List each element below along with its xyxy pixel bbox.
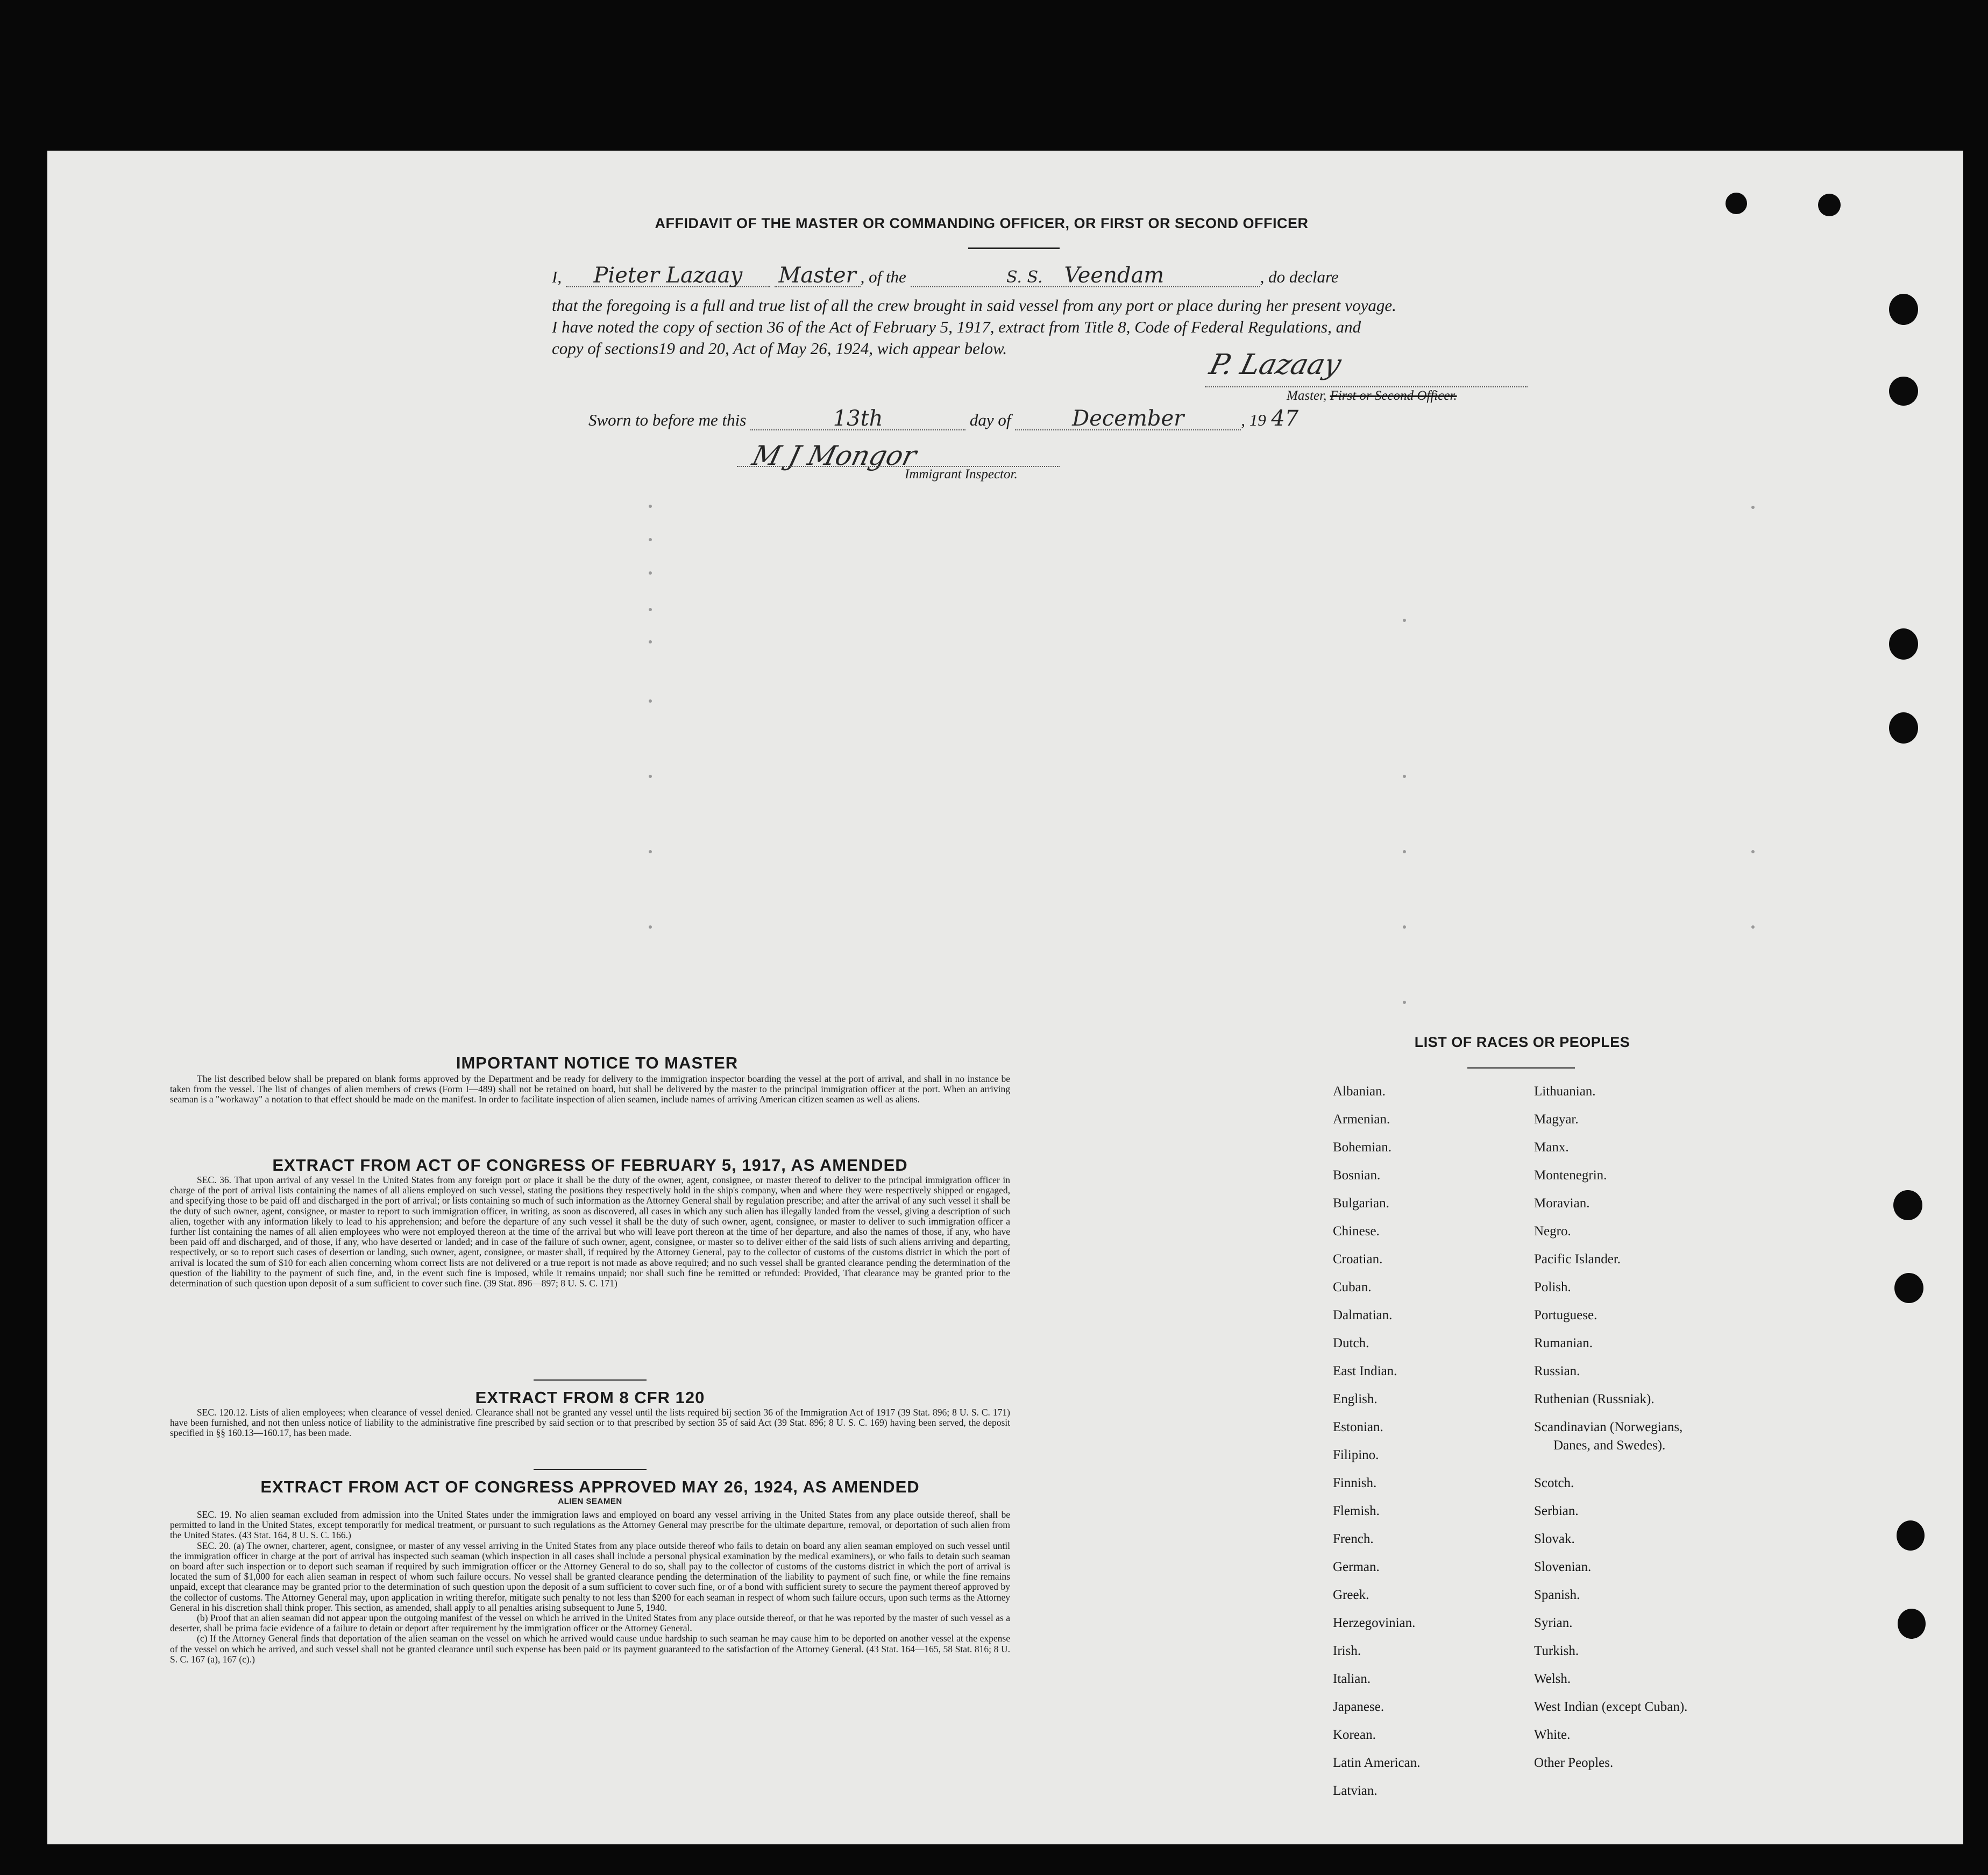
race-item: Polish. — [1534, 1280, 1571, 1294]
affidavit-line-1 — [552, 265, 1339, 287]
day-field: 13th — [750, 408, 965, 430]
race-item: Scotch. — [1534, 1476, 1574, 1490]
race-item: Moravian. — [1534, 1196, 1590, 1211]
race-item: Italian. — [1333, 1672, 1371, 1686]
ink-dot — [649, 505, 652, 508]
vessel-name: Veendam — [1064, 263, 1165, 288]
race-item: Japanese. — [1333, 1700, 1384, 1714]
master-title-field: Master — [775, 265, 861, 287]
heading-rule — [968, 247, 1060, 249]
bleed-through-text — [377, 178, 380, 194]
race-item: Lithuanian. — [1534, 1084, 1596, 1099]
race-item: West Indian (except Cuban). — [1534, 1700, 1688, 1714]
race-item: Korean. — [1333, 1728, 1376, 1742]
struck-officer-label: First or Second Officer. — [1330, 388, 1457, 403]
race-item: Russian. — [1534, 1364, 1580, 1378]
race-item: Rumanian. — [1534, 1336, 1593, 1350]
ink-dot — [1403, 1001, 1406, 1004]
day-of-label: day of — [969, 411, 1011, 429]
race-item: Dalmatian. — [1333, 1308, 1393, 1322]
affidavit-line-3: I have noted the copy of section 36 of the Act of February 5, 1917, extract from Title 8, Code of Federal Regulations, and — [552, 317, 1361, 336]
master-name-field: Pieter Lazaay — [566, 265, 770, 287]
ink-dot — [1403, 775, 1406, 778]
month-field: December — [1015, 408, 1241, 430]
year-prefix: , 19 — [1241, 411, 1266, 429]
race-item: Bulgarian. — [1333, 1196, 1389, 1211]
master-label: Master, — [1287, 388, 1327, 403]
punch-hole — [1818, 194, 1841, 216]
punch-hole — [1889, 294, 1918, 325]
year-field: 47 — [1271, 406, 1299, 431]
race-item: Bosnian. — [1333, 1168, 1381, 1183]
sec-20b-text: (b) Proof that an alien seaman did not appear upon the outgoing manifest of the vessel on which he arrived in the United States from any place outside thereof, or that he was reported by the master of such vessel as a deserter, shall be prima facie evidence of a failure to detain or deport after requirement by the immigration officer or the Attorney General. — [170, 1612, 1010, 1634]
race-item: Flemish. — [1333, 1504, 1380, 1518]
punch-hole — [1889, 628, 1918, 660]
affidavit-line-2: that the foregoing is a full and true list of all the crew brought in said vessel from any port or place during her present voyage. — [552, 296, 1396, 315]
ink-dot — [1751, 925, 1755, 929]
race-item: White. — [1534, 1728, 1571, 1742]
sec-20c-text: (c) If the Attorney General finds that deportation of the alien seaman on the vessel on which he arrived would cause undue hardship to such seaman he may cause him to be deported on another vessel at the expense of the vessel on which he arrived, and such vessel shall not be granted clearance until such expense has been paid or its payment guaranteed to the satisfaction of the Attorney General. (43 Stat. 164—165, 58 Stat. 816; 8 U. S. C. 167 (a), 167 (c).) — [170, 1633, 1010, 1665]
race-item: Negro. — [1534, 1224, 1571, 1239]
signature-caption — [1287, 388, 1457, 404]
notice-title: IMPORTANT NOTICE TO MASTER — [456, 1053, 739, 1072]
sec-20a-text: SEC. 20. (a) The owner, charterer, agent, consignee, or master of any vessel arriving in the United States from any place outside thereof who fails to detain on board any alien seaman employed on such vessel until the immigration officer in charge at the port of arrival has inspected such seaman (which inspection in all cases shall include a personal physical examination by the medical examiners), or who fails to detain such seaman on board after such inspection or to deport such seaman if required by such immigration officer or the Attorney General to do so, shall pay to the collector of customs of the customs district in which the port of arrival is located the sum of $1,000 for each alien seaman in respect of whom such failure occurs. No vessel shall be granted clearance pending the determination of the liability to payment of such fine, or while the fine remains unpaid, except that clearance may be granted prior to the determination of such question upon the deposit of a sum sufficient to cover such fine, or of a bond with sufficient surety to secure the payment thereof approved by the collector of customs. The Attorney General may, upon application in writing therefor, mitigate such penalty to not less than $200 for each seaman in respect of whom such failure occurs, upon such terms as the Attorney General in his discretion shall think proper. This section, as amended, shall apply to all penalties arising subsequent to June 5, 1940. — [170, 1540, 1010, 1613]
race-item: Croatian. — [1333, 1252, 1383, 1266]
race-item: Albanian. — [1333, 1084, 1386, 1099]
race-item: Turkish. — [1534, 1644, 1579, 1658]
punch-hole — [1889, 712, 1918, 744]
ink-dot — [1751, 850, 1755, 853]
section-rule — [534, 1379, 647, 1381]
extract-1924-title: EXTRACT FROM ACT OF CONGRESS APPROVED MAY 26, 1924, AS AMENDED — [260, 1477, 920, 1496]
ink-dot — [649, 925, 652, 929]
section-rule — [534, 1469, 647, 1470]
race-item: Dutch. — [1333, 1336, 1369, 1350]
ink-dot — [649, 640, 652, 643]
punch-hole — [1898, 1609, 1926, 1639]
sworn-label: Sworn to before me this — [588, 411, 747, 429]
inspector-label: Immigrant Inspector. — [905, 467, 1018, 482]
race-item: Scandinavian (Norwegians, — [1534, 1420, 1683, 1434]
ink-dot — [1403, 850, 1406, 853]
vessel-prefix: S. S. — [1006, 268, 1043, 287]
punch-hole — [1889, 377, 1918, 406]
race-item: Other Peoples. — [1534, 1756, 1614, 1770]
punch-hole — [1897, 1520, 1925, 1551]
races-title: LIST OF RACES OR PEOPLES — [1414, 1034, 1630, 1050]
race-item: Greek. — [1333, 1588, 1369, 1602]
race-item: Slovak. — [1534, 1532, 1575, 1546]
punch-hole — [1893, 1190, 1922, 1220]
race-item: Pacific Islander. — [1534, 1252, 1621, 1266]
race-item: German. — [1333, 1560, 1380, 1574]
master-signature: P. Lazaay — [1206, 349, 1345, 381]
vessel-field — [911, 265, 1260, 287]
cfr-title: EXTRACT FROM 8 CFR 120 — [475, 1388, 705, 1407]
extract-1917-body: SEC. 36. That upon arrival of any vessel in the United States from any foreign port or place it shall be the duty of the owner, agent, consignee, or master thereof to deliver to the principal immigration officer in charge of the port of arrival lists containing the names of all aliens employed on such vessel, stating the positions they respectively hold in the ship's company, when and where they were respectively shipped or engaged, and specifying those to be paid off and discharged in the port of arrival; or lists containing so much of such information as the Attorney General shall by regulation prescribe; and after the arrival of any such vessel it shall be the duty of such owner, agent, consignee, or master to report to such immigration officer, in writing, as soon as discovered, all cases in which any such alien has illegally landed from the vessel, giving a description of such alien, together with any information likely to lead to his apprehension; and before the departure of any such vessel it shall be the duty of such owner, agent, consignee, or master to deliver to such immigration officer a further list containing the names of all alien employees who were not employed thereon at the time of the arrival but who will leave port thereon at the time of her departure, and also the names of those, if any, who have been paid off and discharged, and of those, if any, who have deserted or landed; and in case of the failure of such owner, agent, consignee, or master so to deliver either of the said lists of such aliens arriving and departing, respectively, or so to report such cases of desertion or landing, such owner, agent, consignee, or master shall, if required by the Attorney General, pay to the collector of customs of the customs district in which the port of arrival is located the sum of $10 for each alien concerning whom correct lists are not delivered or a true report is not made as above required; and no such vessel shall be granted clearance pending the determination of the question of the liability to the payment of such fine, and, in the event such fine is imposed, while it remains unpaid; nor shall such fine be remitted or refunded: Provided, That clearance may be granted prior to the determination of such question upon deposit of a sum sufficient to cover such fine. (39 Stat. 896—897; 8 U. S. C. 171) — [170, 1174, 1010, 1289]
race-item: Syrian. — [1534, 1616, 1573, 1630]
race-item: Filipino. — [1333, 1448, 1379, 1462]
race-item: Welsh. — [1534, 1672, 1571, 1686]
affidavit-line-4: copy of sections19 and 20, Act of May 26, 1924, wich appear below. — [552, 339, 1007, 358]
ink-dot — [649, 699, 652, 703]
race-item: Serbian. — [1534, 1504, 1579, 1518]
race-item: Bohemian. — [1333, 1140, 1392, 1155]
affidavit-heading: AFFIDAVIT OF THE MASTER OR COMMANDING OFFICER, OR FIRST OR SECOND OFFICER — [655, 215, 1309, 231]
race-item: Cuban. — [1333, 1280, 1372, 1294]
sworn-line — [588, 408, 1304, 430]
race-item: Danes, and Swedes). — [1553, 1438, 1666, 1453]
race-item: Latvian. — [1333, 1784, 1378, 1798]
race-item: French. — [1333, 1532, 1374, 1546]
extract-1924-body — [170, 1510, 1010, 1665]
ink-dot — [1751, 506, 1755, 509]
do-declare-label: , do declare — [1260, 267, 1339, 286]
extract-1917-title: EXTRACT FROM ACT OF CONGRESS OF FEBRUARY 5, 1917, AS AMENDED — [272, 1156, 908, 1174]
signature-line — [1205, 386, 1528, 387]
punch-hole — [1894, 1273, 1923, 1303]
race-item: Estonian. — [1333, 1420, 1383, 1434]
ink-dot — [1403, 619, 1406, 622]
race-item: Latin American. — [1333, 1756, 1421, 1770]
ink-dot — [649, 571, 652, 575]
race-item: Spanish. — [1534, 1588, 1580, 1602]
race-item: Portuguese. — [1534, 1308, 1598, 1322]
affidavit-prefix: I, — [552, 267, 562, 286]
race-item: Montenegrin. — [1534, 1168, 1607, 1183]
alien-seamen-subtitle: ALIEN SEAMEN — [558, 1497, 622, 1506]
race-item: Ruthenian (Russniak). — [1534, 1392, 1655, 1406]
race-item: Armenian. — [1333, 1112, 1390, 1127]
ink-dot — [649, 538, 652, 541]
notice-body: The list described below shall be prepared on blank forms approved by the Department and be ready for delivery to the immigration inspector boarding the vessel at the port of arrival, and shall in no instance be taken from the vessel. The list of changes of alien members of crews (Form I—489) shall not be retained on board, but shall be delivered by the master to the principal immigration officer at the port. When an arriving seaman is a "workaway" a notation to that effect should be made on the manifest. In order to facilitate inspection of alien seamen, include names of arriving American citizen seamen as well as aliens. — [170, 1073, 1010, 1105]
race-item: Manx. — [1534, 1140, 1569, 1155]
race-item: Slovenian. — [1534, 1560, 1592, 1574]
of-the-label: , of the — [860, 267, 906, 286]
race-item: Herzegovinian. — [1333, 1616, 1416, 1630]
races-rule — [1467, 1067, 1575, 1069]
sec-19-text: SEC. 19. No alien seaman excluded from admission into the United States under the immigration laws and employed on board any vessel arriving in the United States from any place outside thereof, shall be permitted to land in the United States, except temporarily for medical treatment, or pursuant to such regulations as the Attorney General may prescribe for the ultimate departure, removal, or deportation of such alien from the United States. (43 Stat. 164, 8 U. S. C. 166.) — [170, 1509, 1010, 1541]
cfr-body: SEC. 120.12. Lists of alien employees; when clearance of vessel denied. Clearance shall not be granted any vessel until the lists required bij section 36 of the Immigration Act of 1917 (39 Stat. 896; 8 U. S. C. 171) have been furnished, and not then unless notice of liability to the administrative fine prescribed by said section or to that prescribed by section 35 of said Act (39 Stat. 896; 8 U. S. C. 169) having been served, the deposit specified in §§ 160.13—160.17, has been made. — [170, 1407, 1010, 1439]
ink-dot — [649, 608, 652, 611]
race-item: Chinese. — [1333, 1224, 1380, 1239]
race-item: English. — [1333, 1392, 1378, 1406]
race-item: East Indian. — [1333, 1364, 1397, 1378]
ink-dot — [649, 850, 652, 853]
race-item: Finnish. — [1333, 1476, 1377, 1490]
punch-hole — [1726, 193, 1747, 214]
ink-dot — [649, 775, 652, 778]
race-item: Irish. — [1333, 1644, 1361, 1658]
inspector-signature: M J Mongor — [749, 440, 920, 471]
ink-dot — [1403, 925, 1406, 929]
race-item: Magyar. — [1534, 1112, 1579, 1127]
